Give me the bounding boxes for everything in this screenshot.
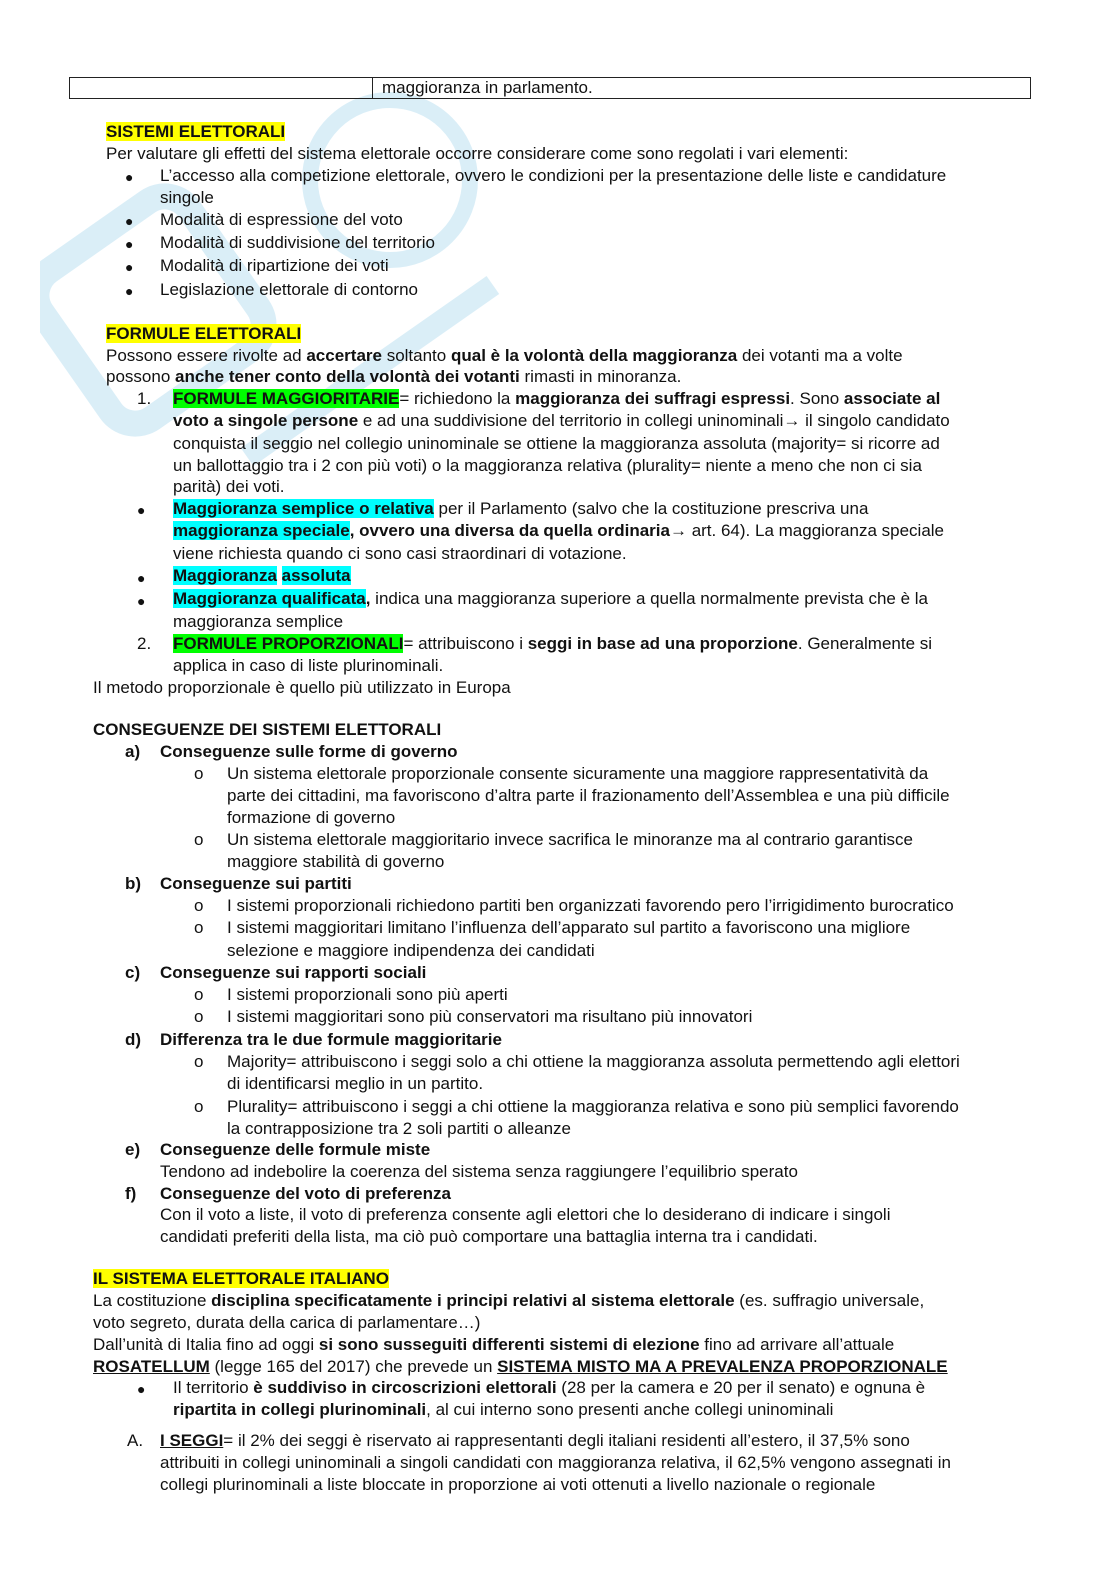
sub-item-line: I sistemi maggioritari limitano l’influenza dell’apparato sul partito a favoriscono una migliore (227, 918, 911, 937)
sub-item-line: parte dei cittadini, ma favoriscono d’altra parte il frazionamento dell’Assemblea e una più difficile (227, 786, 950, 805)
list-item-line: Il territorio è suddiviso in circoscrizioni elettorali (28 per la camera e 20 per il senato) e ognuna è (173, 1378, 926, 1397)
sub-item-line: Un sistema elettorale maggioritario invece sacrifica le minoranze ma al contrario garantisce (227, 830, 913, 849)
circle-bullet-icon: o (194, 896, 204, 915)
sub-item-line: maggioranza speciale, ovvero una diversa da quella ordinaria→ art. 64). La maggioranza speciale (173, 521, 945, 540)
sub-item-line: Maggioranza semplice o relativa per il Parlamento (salvo che la costituzione prescriva una (173, 499, 869, 518)
sub-item-line: selezione e maggiore indipendenza dei candidati (227, 941, 595, 960)
bullet-icon: ● (125, 283, 134, 299)
list-letter: A. (127, 1431, 144, 1450)
numbered-item-line: conquista il seggio nel collegio uninominale se ottiene la maggioranza assoluta (majority= si ricorre ad (173, 434, 940, 453)
bullet-icon: ● (125, 259, 134, 275)
numbered-item-line: FORMULE PROPORZIONALI= attribuiscono i seggi in base ad una proporzione. Generalmente si (173, 634, 933, 653)
numbered-item-line: parità) dei voti. (173, 477, 285, 496)
numbered-item-line: FORMULE MAGGIORITARIE= richiedono la maggioranza dei suffragi espressi. Sono associate al (173, 389, 941, 408)
numbered-item-line: applica in caso di liste plurinominali. (173, 656, 444, 675)
letter-marker: e) (125, 1140, 141, 1159)
letter-marker: a) (125, 742, 141, 761)
sub-item-line: di identificarsi meglio in un partito. (227, 1074, 484, 1093)
list-item: Legislazione elettorale di contorno (160, 280, 419, 299)
bullet-icon: ● (125, 236, 134, 252)
letter-marker: d) (125, 1030, 142, 1049)
subsection-title: Differenza tra le due formule maggioritarie (160, 1030, 502, 1049)
sub-item-line: la contrapposizione tra 2 soli partiti o alleanze (227, 1119, 571, 1138)
circle-bullet-icon: o (194, 985, 204, 1004)
subsection-text: candidati preferiti della lista, ma ciò può comportare una battaglia interna tra i candidati. (160, 1227, 818, 1246)
list-item-line: collegi plurinominali a liste bloccate in proporzione ai voti ottenuti a livello nazionale o regionale (160, 1475, 876, 1494)
list-item-line: ripartita in collegi plurinominali, al cui interno sono presenti anche collegi uninominali (173, 1400, 834, 1419)
italiano-paragraph-line: Dall’unità di Italia fino ad oggi si sono susseguiti differenti sistemi di elezione fino ad arrivare all’attuale (93, 1335, 895, 1354)
section-title-conseguenze: CONSEGUENZE DEI SISTEMI ELETTORALI (93, 720, 442, 739)
bullet-icon: ● (137, 1381, 146, 1397)
subsection-title: Conseguenze sui partiti (160, 874, 352, 893)
sub-item-line: maggioranza semplice (173, 612, 344, 631)
letter-marker: b) (125, 874, 142, 893)
circle-bullet-icon: o (194, 918, 204, 937)
list-item-line: I SEGGI= il 2% dei seggi è riservato ai rappresentanti degli italiani residenti all’estero, il 37,5% sono (160, 1431, 910, 1450)
bullet-icon: ● (137, 570, 146, 586)
bullet-icon: ● (125, 169, 134, 185)
circle-bullet-icon: o (194, 830, 204, 849)
numbered-item-line: voto a singole persone e ad una suddivisione del territorio in collegi uninominali→ il singolo candidato (173, 411, 950, 430)
sub-item-line: I sistemi maggioritari sono più conservatori ma risultano più innovatori (227, 1007, 753, 1026)
header-table (69, 77, 1031, 99)
sub-item-line: maggiore stabilità di governo (227, 852, 445, 871)
list-item: L’accesso alla competizione elettorale, ovvero le condizioni per la presentazione delle liste e candidature (160, 166, 947, 185)
table-divider (372, 78, 373, 98)
bullet-icon: ● (125, 213, 134, 229)
section-title-sistemi: SISTEMI ELETTORALI (106, 122, 286, 141)
list-number: 2. (137, 634, 152, 653)
subsection-title: Conseguenze del voto di preferenza (160, 1184, 451, 1203)
list-number: 1. (137, 389, 152, 408)
section-title-italiano: IL SISTEMA ELETTORALE ITALIANO (93, 1269, 389, 1288)
sistemi-intro: Per valutare gli effetti del sistema elettorale occorre considerare come sono regolati i vari elementi: (106, 144, 849, 163)
sub-item-line: formazione di governo (227, 808, 396, 827)
italiano-paragraph-line: La costituzione disciplina specificatamente i principi relativi al sistema elettorale (es. suffragio universale, (93, 1291, 925, 1310)
letter-marker: c) (125, 963, 141, 982)
numbered-item-line: un ballottaggio tra i 2 con più voti) o la maggioranza relativa (plurality= niente a meno che non ci sia (173, 456, 922, 475)
list-item: Modalità di ripartizione dei voti (160, 256, 389, 275)
sub-item-line: Un sistema elettorale proporzionale consente sicuramente una maggiore rappresentatività da (227, 764, 929, 783)
sub-item-line: Plurality= attribuiscono i seggi a chi ottiene la maggioranza relativa e sono più semplici favorendo (227, 1097, 959, 1116)
sub-item-line: Maggioranza assoluta (173, 566, 351, 585)
subsection-text: Tendono ad indebolire la coerenza del sistema senza raggiungere l’equilibrio sperato (160, 1162, 798, 1181)
circle-bullet-icon: o (194, 1007, 204, 1026)
subsection-title: Conseguenze sui rapporti sociali (160, 963, 427, 982)
sub-item-line: I sistemi proporzionali sono più aperti (227, 985, 508, 1004)
list-item-line: attribuiti in collegi uninominali a singoli candidati con maggioranza relativa, il 62,5% vengono assegnati in (160, 1453, 951, 1472)
sub-item-line: viene richiesta quando ci sono casi straordinari di votazione. (173, 544, 627, 563)
subsection-text: Con il voto a liste, il voto di preferenza consente agli elettori che lo desiderano di indicare i singoli (160, 1205, 891, 1224)
circle-bullet-icon: o (194, 1097, 204, 1116)
italiano-paragraph-line: ROSATELLUM (legge 165 del 2017) che prevede un SISTEMA MISTO MA A PREVALENZA PROPORZIONALE (93, 1357, 948, 1376)
circle-bullet-icon: o (194, 1052, 204, 1071)
list-item-cont: singole (160, 188, 214, 207)
bullet-icon: ● (137, 502, 146, 518)
section-title-formule: FORMULE ELETTORALI (106, 324, 302, 343)
italiano-paragraph-line: voto segreto, durata della carica di parlamentare…) (93, 1313, 481, 1332)
formule-closing: Il metodo proporzionale è quello più utilizzato in Europa (93, 678, 511, 697)
letter-marker: f) (125, 1184, 137, 1203)
sub-item-line: Majority= attribuiscono i seggi solo a chi ottiene la maggioranza assoluta permettendo agli elettori (227, 1052, 960, 1071)
subsection-title: Conseguenze sulle forme di governo (160, 742, 458, 761)
table-cell-text: maggioranza in parlamento. (382, 78, 593, 97)
formule-paragraph-line: possono anche tener conto della volontà dei votanti rimasti in minoranza. (106, 367, 682, 386)
sub-item-line: Maggioranza qualificata, indica una maggioranza superiore a quella normalmente prevista che è la (173, 589, 928, 608)
list-item: Modalità di suddivisione del territorio (160, 233, 435, 252)
list-item: Modalità di espressione del voto (160, 210, 403, 229)
subsection-title: Conseguenze delle formule miste (160, 1140, 431, 1159)
formule-paragraph-line: Possono essere rivolte ad accertare soltanto qual è la volontà della maggioranza dei votanti ma a volte (106, 346, 903, 365)
bullet-icon: ● (137, 593, 146, 609)
sub-item-line: I sistemi proporzionali richiedono partiti ben organizzati favorendo pero l’irrigidimento burocratico (227, 896, 954, 915)
circle-bullet-icon: o (194, 764, 204, 783)
